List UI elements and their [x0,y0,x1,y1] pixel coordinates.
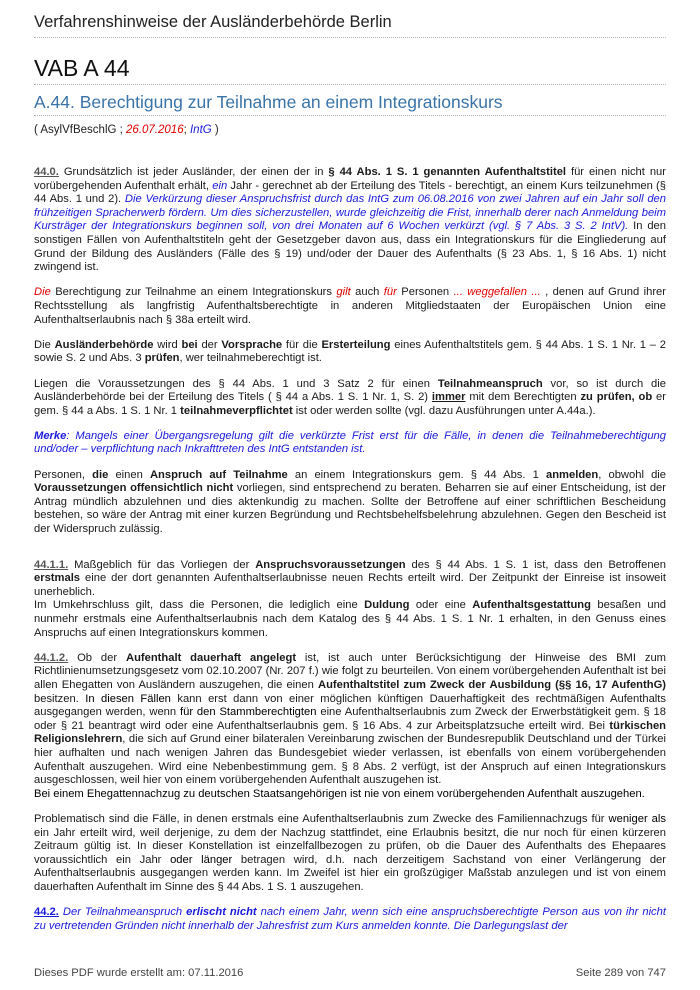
header-divider [34,37,666,38]
document-body [34,166,666,945]
paragraph-weniger-als: Problematisch sind die Fälle, in denen erstmals eine Aufenthaltserlaubnis zum Zwecke des Familiennachzugs für weniger als ein Jahr erteilt wird, weil derjenige, zu dem der Nachzug stattfindet, eine Erlaubnis besitzt, die nur noch für einen kürzeren Zeitraum gültig ist. In dieser Konstellation ist einzelfallbezogen zu prüfen, ob die Dauer des Aufenthalts des Ehepaares voraussichtlich ein Jahr oder länger betragen wird, d.h. nach derzeitigem Sachstand von einer Verlängerung der Aufenthaltserlaubnis ausgegangen werden kann. Im Zweifel ist hier ein großzügiger Maßstab anzulegen und ist von einem dauerhaften Aufenthalt im Sinne des § 44 Abs. 1 S. 1 auszugehen. [34,812,666,893]
paragraph-merke: Merke: Mangels einer Übergangsregelung gilt die verkürzte Frist erst für die Fälle, in denen die Teilnahmeberechtigung und/oder – verpflichtung nach Inkrafttreten des IntG entstanden ist. [34,429,666,456]
footer-page-number: Seite 289 von 747 [575,967,666,979]
paragraph-teilnahmeanspruch: Liegen die Voraussetzungen des § 44 Abs. 1 und 3 Satz 2 für einen Teilnahmeanspruch vor, so ist durch die Ausländerbehörde bei der Erteilung des Titels ( § 44 a Abs. 1 S. 1 Nr. 1, S. 2) immer mit dem Berechtigten zu prüfen, ob er gem. § 44 a Abs. 1 S. 1 Nr. 1 teilnahmeverpflichtet ist oder werden sollte (vgl. dazu Ausführungen unter A.44a.). [34,377,666,417]
section-heading: A.44. Berechtigung zur Teilnahme an einem Integrationskurs [34,92,503,112]
paragraph-44-1-1: 44.1.1. Maßgeblich für das Vorliegen der Anspruchsvoraussetzungen des § 44 Abs. 1 S. 1 ist, dass den Betroffenen erstmals eine der dort genannten Aufenthaltserlaubnisse neuen Rechts erteilt wird. Der Zeitpunkt der Einreise ist insoweit unerheblich. Im Umkehrschluss gilt, dass die Personen, die lediglich eine Duldung oder eine Aufenthaltsgestattung besaßen und nunmehr erstmals eine Aufenthaltserlaubnis nach dem Katalog des § 44 Abs. 1 S. 1 Nr. 1 erhalten, in den Genuss eines Anspruchs auf einen Integrationskurs kommen. [34,558,667,639]
paragraph-number[interactable]: 44.1.1. [34,558,69,571]
paragraph-ersterteilung: Die Ausländerbehörde wird bei der Vorsprache für die Ersterteilung eines Aufenthaltstitels gem. § 44 Abs. 1 S. 1 Nr. 1 – 2 sowie S. 2 und Abs. 3 prüfen, wer teilnahmeberechtigt ist. [34,338,667,365]
paragraph-number[interactable]: 44.0. [34,166,59,178]
paragraph-38a: Die Berechtigung zur Teilnahme an einem Integrationskurs gilt auch für Personen ... weggefallen ... , denen auf Grund ihrer Rechtsstellung als langfristig Aufenthaltsberechtigte in anderen Mitgliedstaaten der Europäischen Union eine Aufenthaltserlaubnis nach § 38a erteilt wird. [34,286,666,326]
paragraph-number[interactable]: 44.1.2. [34,651,69,664]
source-references: ( AsylVfBeschlG ; 26.07.2016; IntG ) [34,124,219,136]
paragraph-44-0: 44.0. Grundsätzlich ist jeder Ausländer, der einen der in § 44 Abs. 1 S. 1 genannten Aufenthaltstitel für einen nicht nur vorübergehenden Aufenthalt erhält, ein Jahr - gerechnet ab der Erteilung des Titels - berechtigt, an einem Kurs teilzunehmen (§ 44 Abs. 1 und 2). Die Verkürzung dieser Anspruchsfrist durch das IntG zum 06.08.2016 von zwei Jahren auf ein Jahr soll den frühzeitigen Spracherwerb fördern. Um dies sicherzustellen, wurde gleichzeitig die Frist, innerhalb derer nach Anmeldung beim Kursträger der Integrationskurs beginnen soll, von drei Monaten auf 6 Wochen verkürzt (vgl. § 7 Abs. 3 S. 2 IntV). In den sonstigen Fällen von Aufenthaltstiteln geht der Gesetzgeber davon aus, dass ein Integrationskurs für die Eingliederung auf Grund der Bildung des Ausländers (Fälle des § 19) und/oder der Dauer des Aufenthalts (§ 23 Abs. 1, § 16 Abs. 1) nicht zwingend ist. [34,166,667,274]
paragraph-44-1-2: 44.1.2. Ob der Aufenthalt dauerhaft angelegt ist, ist auch unter Berücksichtigung der Hinweise des BMI zum Richtlinienumsetzungsgesetz vom 02.10.2007 (Nr. 207 f.) wie folgt zu beurteilen. Von einem vorübergehenden Aufenthalt ist bei allen Ehegatten von Ausländern auszugehen, die einen Aufenthaltstitel zum Zweck der Ausbildung (§§ 16, 17 AufenthG) besitzen. In diesen Fällen kann erst dann von einer möglichen künftigen Dauerhaftigkeit des rechtmäßigen Aufenthalts ausgegangen werden, wenn für den Stammberechtigten eine Aufenthaltserlaubnis zum Zweck der Erwerbstätigkeit gem. § 18 oder § 21 beantragt wird oder eine Aufenthaltserlaubnis gem. § 16 Abs. 4 zur Arbeitsplatzsuche erteilt wird. Bei türkischen Religionslehrern, die sich auf Grund einer bilateralen Vereinbarung zwischen der Bundesrepublik Deutschland und der Türkei hier aufhalten und nach wenigen Jahren das Bundesgebiet wieder verlassen, ist ebenfalls von einem vorübergehenden Aufenthalt auszugehen. Wird eine Nebenbestimmung gem. § 8 Abs. 2 verfügt, ist der Anspruch auf einen Integrationskurs ausgeschlossen, weil hier von einem vorübergehenden Aufenthalt auszugehen ist. Bei einem Ehegattennachzug zu deutschen Staatsangehörigen ist nie von einem vorübergehenden Aufenthalt auszugehen. [34,651,666,800]
footer-created-date: Dieses PDF wurde erstellt am: 07.11.2016 [34,967,244,979]
section-divider [34,115,666,116]
document-header-title: Verfahrenshinweise der Ausländerbehörde Berlin [34,13,392,31]
source-date-link[interactable]: 26.07.2016 [126,124,184,136]
removed-text: ... weggefallen ... [453,286,541,299]
vab-heading: VAB A 44 [34,55,130,81]
paragraph-44-2: 44.2. Der Teilnahmeanspruch erlischt nicht nach einem Jahr, wenn sich eine anspruchsberechtigte Person aus von ihr nicht zu vertretenden Gründen nicht innerhalb der Jahresfrist zum Kurs anmelden konnte. Die Darlegungslast der [34,906,666,932]
source-intg-link[interactable]: IntG [189,124,212,136]
vab-divider [34,84,666,85]
paragraph-anmelden: Personen, die einen Anspruch auf Teilnahme an einem Integrationskurs gem. § 44 Abs. 1 anmelden, obwohl die Voraussetzungen offensichtlich nicht vorliegen, sind entsprechend zu beraten. Beharren sie auf einer Entscheidung, ist der Antrag mündlich abzulehnen und dies aktenkundig zu machen. Sollte der Betroffene auf einer schriftlichen Bescheidung bestehen, so wäre der Antrag mit einer kurzen Begründung und Rechtsbehelfsbelehrung abzulehnen. Gegen den Bescheid ist der Widerspruch zulässig. [34,468,666,536]
paragraph-number[interactable]: 44.2. [34,906,59,919]
merke-label: Merke [34,429,67,442]
amendment-text: Die Verkürzung dieser Anspruchsfrist durch das IntG zum 06.08.2016 von zwei Jahren auf ein Jahr soll den frühzeitigen Spracherwerb fördern. Um dies sicherzustellen, wurde gleichzeitig die Frist, innerhalb derer nach Anmeldung beim Kursträger der Integrationskurs beginnen soll, von drei Monaten auf 6 Wochen verkürzt (vgl. § 7 Abs. 3 S. 2 IntV). [34,193,667,233]
